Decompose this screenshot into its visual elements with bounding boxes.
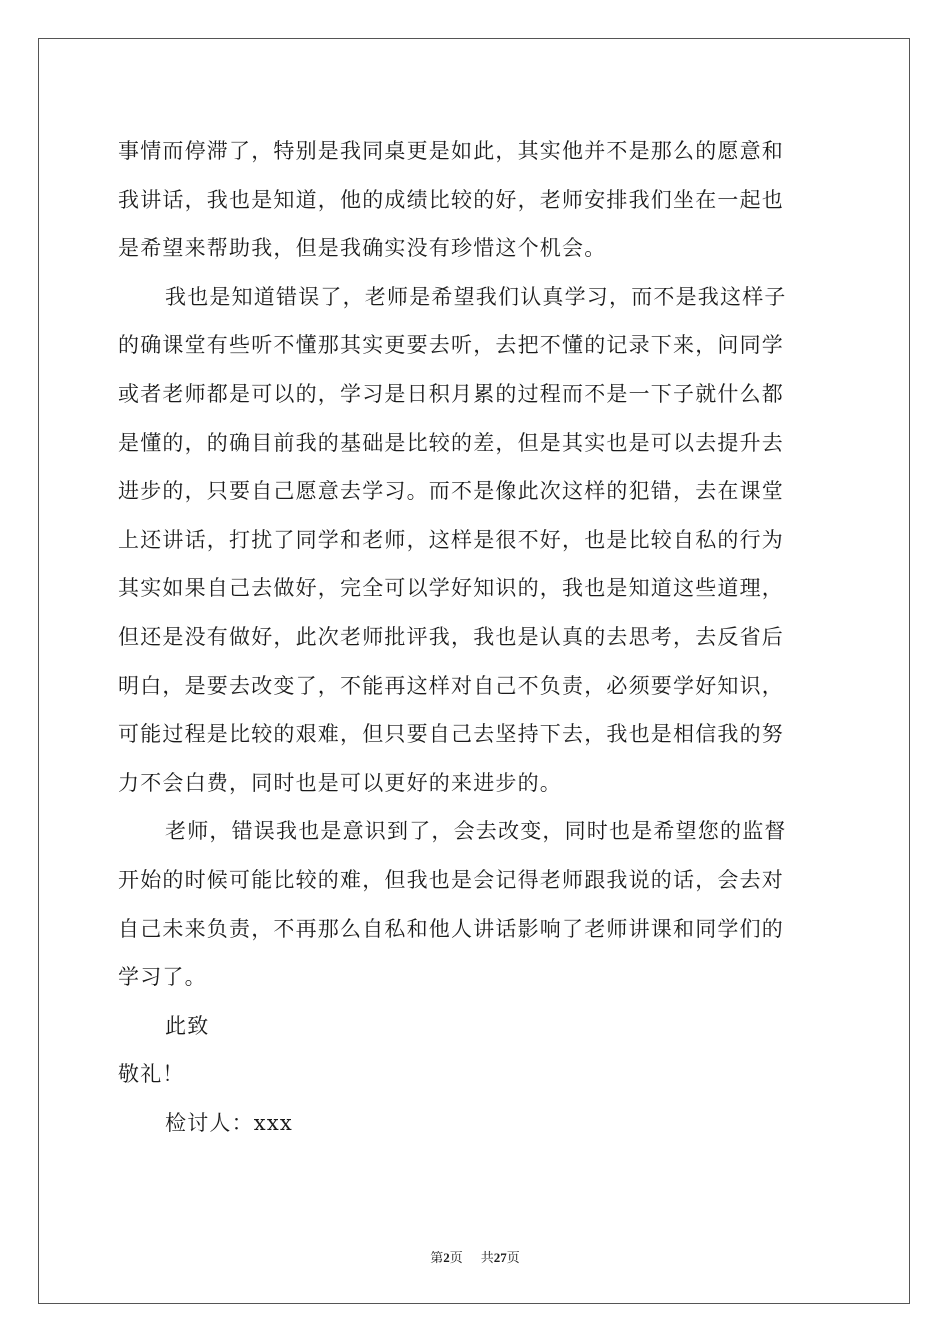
text-line: 的确课堂有些听不懂那其实更要去听，去把不懂的记录下来，问同学 [118, 333, 784, 358]
text-line: 进步的，只要自己愿意去学习。而不是像此次这样的犯错，去在课堂 [118, 479, 784, 504]
closing-salutation: 此致 [165, 1013, 210, 1038]
text-line: 学习了。 [118, 965, 207, 990]
paragraph-start-line: 我也是知道错误了，老师是希望我们认真学习，而不是我这样子 [165, 284, 787, 309]
text-line: 是希望来帮助我，但是我确实没有珍惜这个机会。 [118, 236, 607, 261]
text-line: 其实如果自己去做好，完全可以学好知识的，我也是知道这些道理， [118, 576, 784, 601]
text-line: 开始的时候可能比较的难，但我也是会记得老师跟我说的话，会去对 [118, 867, 784, 892]
text-line: 力不会白费，同时也是可以更好的来进步的。 [118, 770, 562, 795]
text-line: 上还讲话，打扰了同学和老师，这样是很不好，也是比较自私的行为 [118, 527, 784, 552]
paragraph-start-line: 老师，错误我也是意识到了，会去改变，同时也是希望您的监督 [165, 819, 787, 844]
text-line: 可能过程是比较的艰难，但只要自己去坚持下去，我也是相信我的努 [118, 722, 784, 747]
text-line: 是懂的，的确目前我的基础是比较的差，但是其实也是可以去提升去 [118, 430, 784, 455]
text-line: 但还是没有做好，此次老师批评我，我也是认真的去思考，去反省后 [118, 624, 784, 649]
page-suffix: 页 [449, 1250, 463, 1265]
text-line: 事情而停滞了，特别是我同桌更是如此，其实他并不是那么的愿意和 [118, 139, 784, 163]
total-page-number: 27 [493, 1250, 507, 1265]
text-line: 我讲话，我也是知道，他的成绩比较的好，老师安排我们坐在一起也 [118, 187, 784, 212]
current-page-number: 2 [443, 1250, 450, 1265]
text-line: 自己未来负责，不再那么自私和他人讲话影响了老师讲课和同学们的 [118, 916, 784, 941]
closing-regards: 敬礼！ [118, 1062, 185, 1087]
page-footer [0, 1247, 950, 1266]
letter-body [118, 127, 834, 1147]
signature-line: 检讨人：xxx [165, 1110, 293, 1135]
text-line: 或者老师都是可以的，学习是日积月累的过程而不是一下子就什么都 [118, 381, 784, 406]
total-prefix: 共 [480, 1250, 494, 1265]
text-line: 明白，是要去改变了，不能再这样对自己不负责，必须要学好知识， [118, 673, 784, 698]
total-suffix: 页 [506, 1250, 520, 1265]
page-prefix: 第 [430, 1250, 444, 1265]
